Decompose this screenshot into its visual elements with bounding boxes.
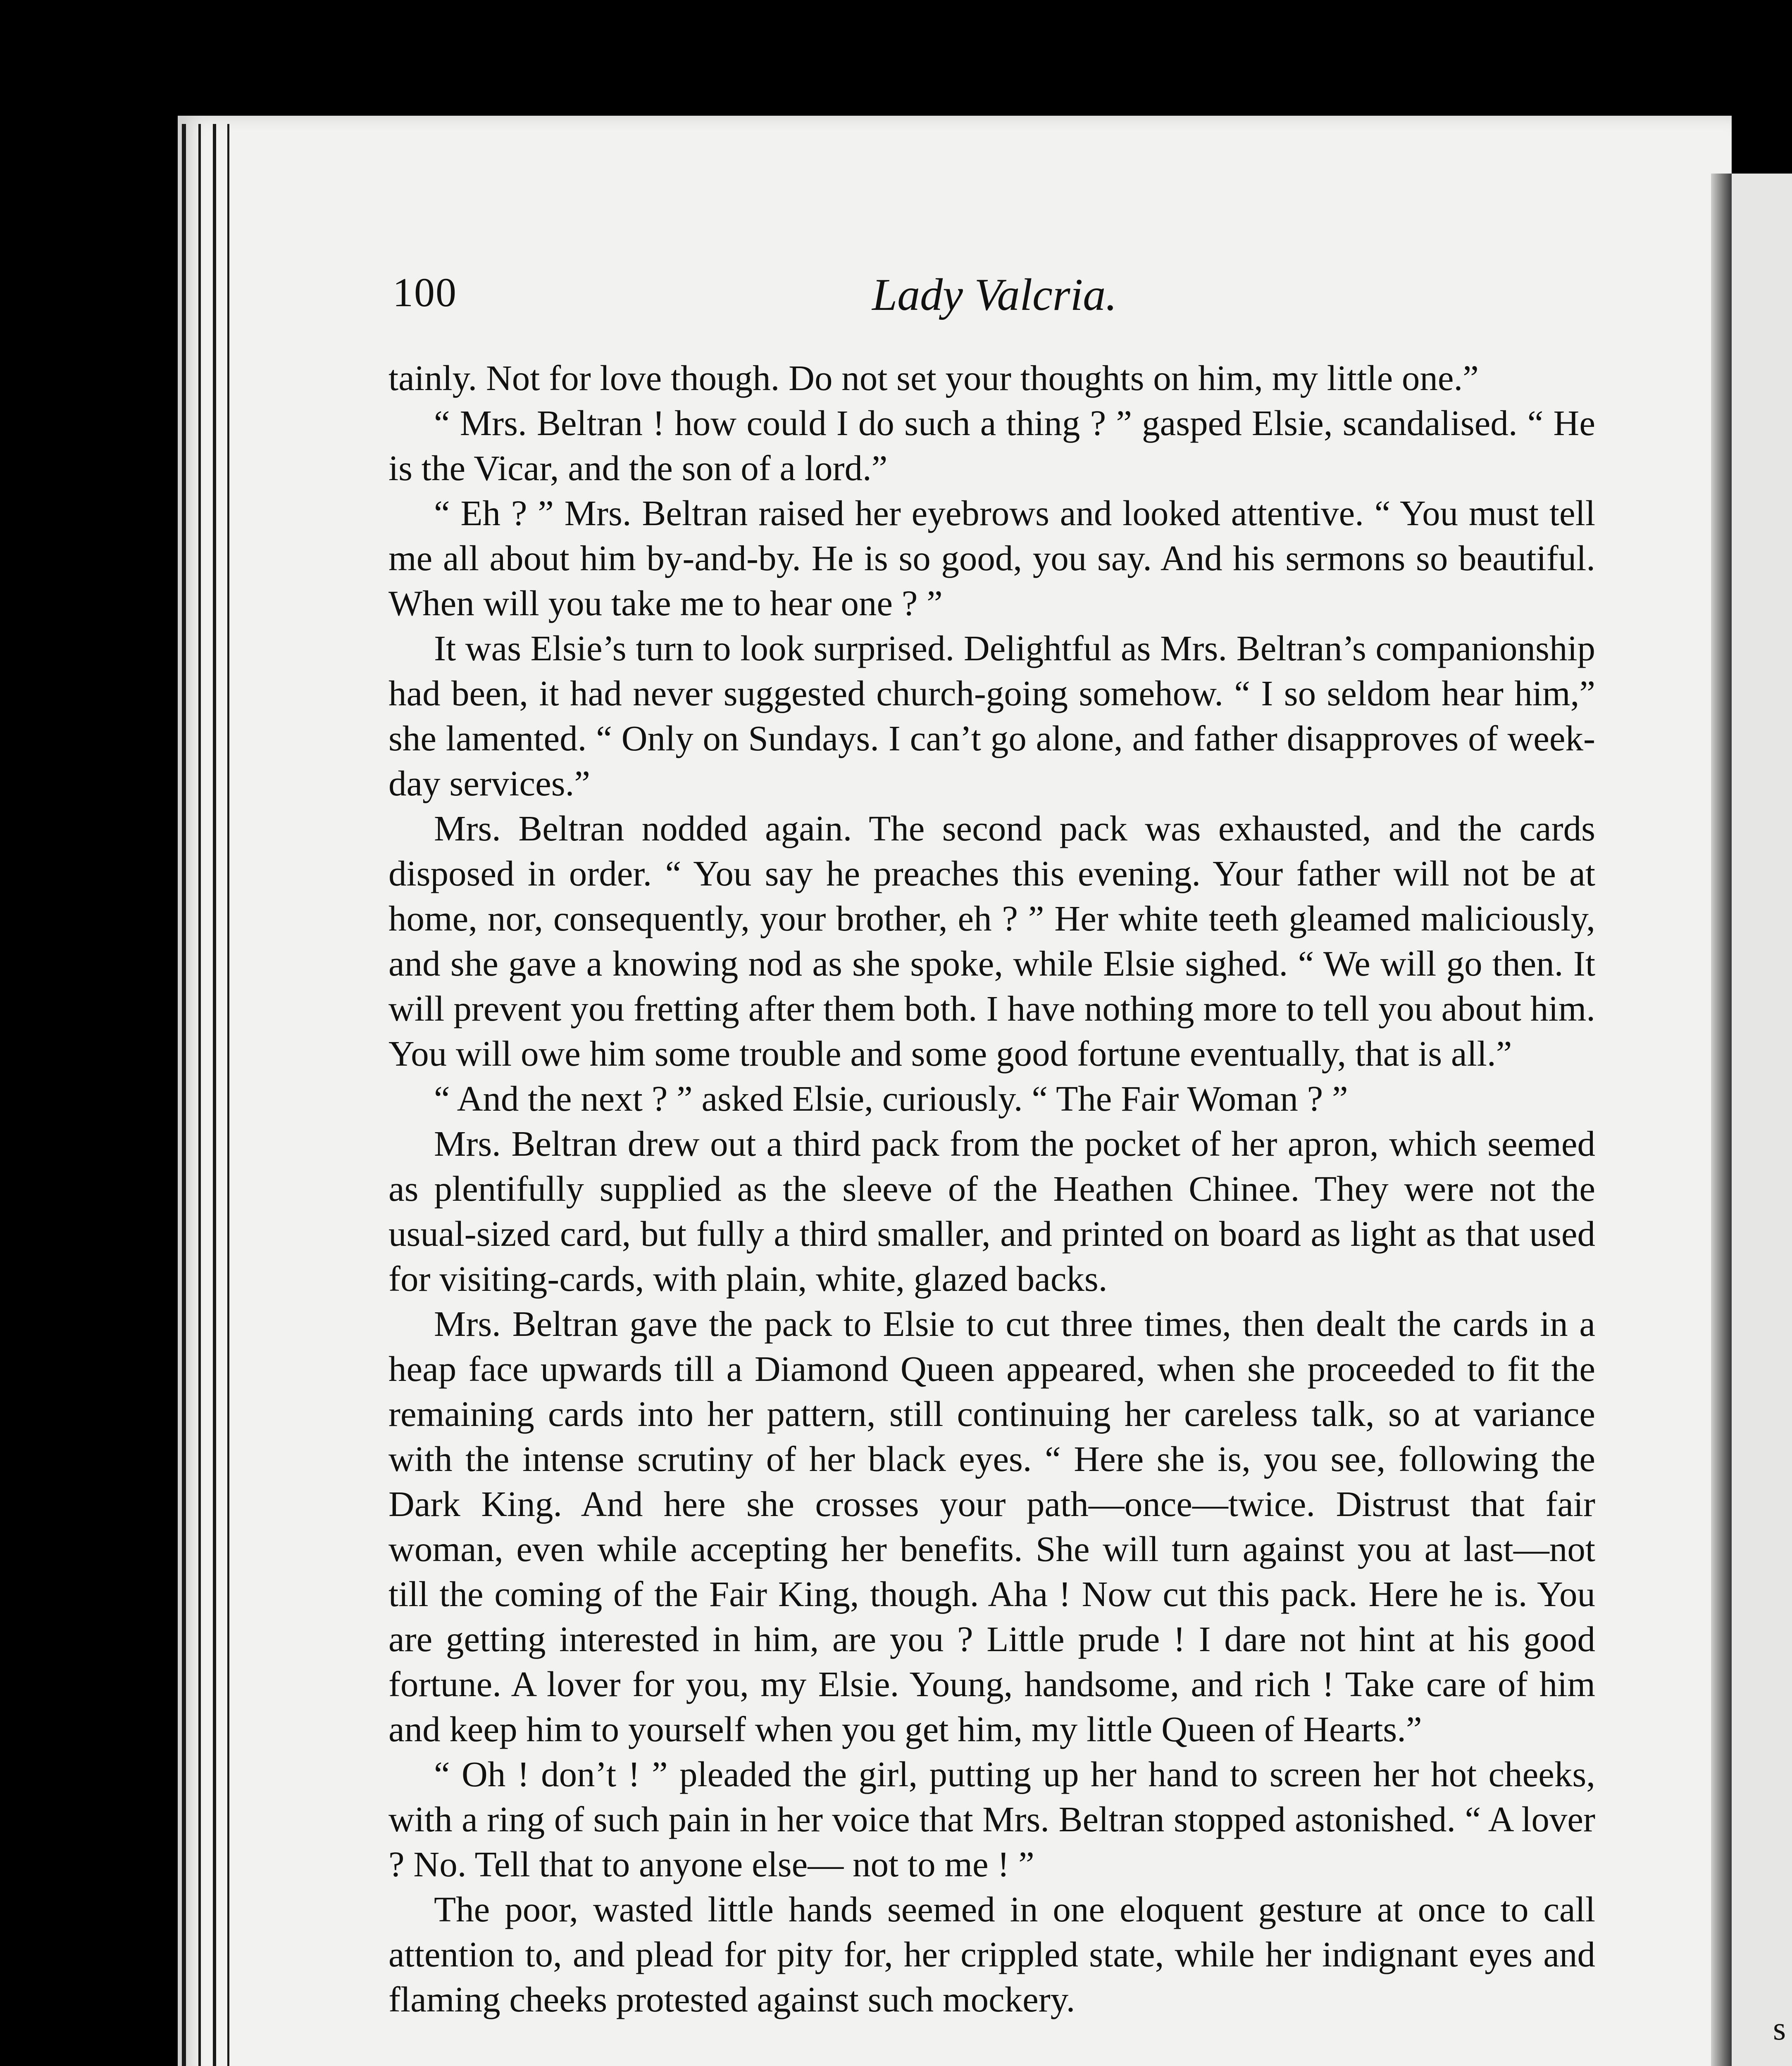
paragraph: Mrs. Beltran gave the pack to Elsie to cut three times, then dealt the cards in a heap face upwards till a Diamond Queen appeared, when she proceeded to fit the remaining cards into her pattern, still continuing her careless talk, so at variance with the intense scrutiny of her black eyes. “ Here she is, you see, following the Dark King. And here she crosses your path—once—twice. Distrust that fair woman, even while accepting her benefits. She will turn against you at last—not till the coming of the Fair King, though. Aha ! Now cut this pack. Here he is. You are getting interested in him, are you ? Little prude ! I dare not hint at his good fortune. A lover for you, my Elsie. Young, handsome, and rich ! Take care of him and keep him to yourself when you get him, my little Queen of Hearts.” <box>388 1304 1595 1749</box>
paragraph: “ Mrs. Beltran ! how could I do such a thing ? ” gasped Elsie, scandalised. “ He is the Vicar, and the son of a lord.” <box>388 403 1595 488</box>
paragraph: Mrs. Beltran nodded again. The second pack was exhausted, and the cards disposed in order. “ You say he preaches this evening. Your father will not be at home, nor, consequently, your brother, eh ? ” Her white teeth gleamed maliciously, and she gave a knowing nod as she spoke, while Elsie sighed. “ We will go then. It will prevent you fretting after them both. I have nothing more to tell you about him. You will owe him some trouble and some good fortune eventually, that is all.” <box>388 808 1595 1073</box>
paragraph: “ Eh ? ” Mrs. Beltran raised her eyebrows and looked attentive. “ You must tell me all about him by-and-by. He is so good, you say. And his sermons so beautiful. When will you take me to hear one ? ” <box>388 493 1595 623</box>
page-header <box>393 269 1591 343</box>
paragraph: The poor, wasted little hands seemed in one eloquent gesture at once to call attention to, and plead for pity for, her crippled state, while her indignant eyes and flaming cheeks protested against such mockery. <box>388 1889 1595 2019</box>
binding-edge-line <box>198 124 201 2066</box>
binding-edge-line <box>227 124 229 2066</box>
running-head: Lady Valcria. <box>872 269 1117 320</box>
paragraph: tainly. Not for love though. Do not set your thoughts on him, my little one.” <box>388 358 1479 398</box>
binding-edge-line <box>213 124 216 2066</box>
paragraph: It was Elsie’s turn to look surprised. Delightful as Mrs. Beltran’s companionship had been, it had never suggested church-going somehow. “ I so seldom hear him,” she lamented. “ Only on Sundays. I can’t go alone, and father disapproves of week-day services.” <box>388 628 1595 803</box>
paragraph: Mrs. Beltran drew out a third pack from the pocket of her apron, which seemed as plentifully supplied as the sleeve of the Heathen Chinee. They were not the usual-sized card, but fully a third smaller, and printed on board as light as that used for visiting-cards, with plain, white, glazed backs. <box>388 1123 1595 1299</box>
body-text <box>388 355 1595 2022</box>
binding-edge-line <box>182 124 186 2066</box>
paragraph: “ And the next ? ” asked Elsie, curiously. “ The Fair Woman ? ” <box>434 1078 1348 1119</box>
paragraph: “ Oh ! don’t ! ” pleaded the girl, putting up her hand to screen her hot cheeks, with a ring of such pain in her voice that Mrs. Beltran stopped astonished. “ A lover ? No. Tell that to anyone else— not to me ! ” <box>388 1754 1595 1884</box>
page-number: 100 <box>393 269 457 315</box>
adjacent-page-letter: s <box>1773 2011 1786 2047</box>
adjacent-page-strip <box>1732 174 1792 2066</box>
